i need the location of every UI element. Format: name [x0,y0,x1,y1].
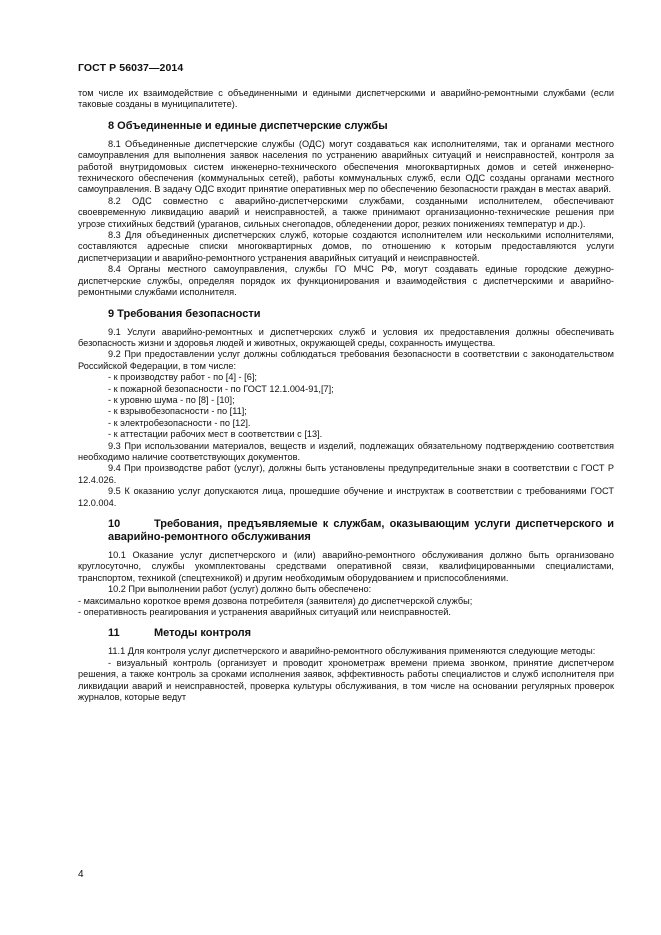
standard-id-header: ГОСТ Р 56037—2014 [78,62,184,74]
list-item: - оперативность реагирования и устранения аварийных ситуаций или неисправностей. [78,607,451,618]
paragraph-10-1: 10.1 Оказание услуг диспетчерского и (или) аварийно-ремонтного обслуживания должно быть организовано круглосуточно, службы укомплектованы средствами оперативной связи, квалифицированными специалистами, транспортом, техникой (спецтехникой) и другим необходимым оборудованием и приспособлениями. [78,550,614,583]
section-8-heading: 8 Объединенные и единые диспетчерские службы [108,119,388,132]
paragraph-9-2: 9.2 При предоставлении услуг должны соблюдаться требования безопасности в соответствии с законодательством Российской Федерации, в том числе: [78,349,614,371]
list-item: - к пожарной безопасности - по ГОСТ 12.1.004-91,[7]; [108,383,334,394]
paragraph-8-3: 8.3 Для объединенных диспетчерских служб, которые создаются исполнителем или несколькими исполнителями, составляются адресные списки многоквартирных домов, по отношению к которым предоставляются услуги диспетчеризации и аварийно-ремонтного устранения аварийных ситуаций и неисправностей. [78,230,614,263]
list-item: - к взрывобезопасности - по [11]; [108,406,247,417]
paragraph-9-5: 9.5 К оказанию услуг допускаются лица, прошедшие обучение и инструктаж в соответствии с требованиями ГОСТ 12.0.004. [78,486,614,508]
section-11-title: Методы контроля [154,627,252,640]
paragraph-11-2: - визуальный контроль (организует и проводит хронометраж времени приема звонком, принятие диспетчером решения, а также контроль за сроками исполнения заявок, эффективность работы специалистов и служб исполнителя при ликвидации аварий и неисправностей, проверка культуры обслуживания, в том числе на основании регулярных проверок журналов, которые ведут [78,657,614,703]
list-item: - к аттестации рабочих мест в соответствии с [13]. [108,429,323,440]
paragraph-9-3: 9.3 При использовании материалов, веществ и изделий, подлежащих обязательному подтверждению соответствия необходимо наличие соответствующих документов. [78,440,614,462]
section-11-heading [78,627,614,640]
page-content [78,88,614,703]
list-item: - к производству работ - по [4] - [6]; [108,372,257,383]
paragraph-8-2: 8.2 ОДС совместно с аварийно-диспетчерскими службами, созданными исполнителем, обеспечивают своевременную ликвидацию аварий и неисправностей, а также принимают организационно-технические решения при угрозе стихийных бедствий (ураганов, сильных снегопадов, обледенении дорог, резких понижениях температур и др.). [78,195,614,229]
paragraph-9-4: 9.4 При производстве работ (услуг), должны быть установлены предупредительные знаки в соответствии с ГОСТ Р 12.4.026. [78,463,614,485]
list-item: - максимально короткое время дозвона потребителя (заявителя) до диспетчерской службы; [78,595,473,606]
section-10-heading [78,518,614,544]
paragraph-8-1: 8.1 Объединенные диспетчерские службы (ОДС) могут создаваться как исполнителями, так и органами местного самоуправления для выполнения заявок населения по устранению аварийных ситуаций и неисправностей, контроля за работой внутридомовых систем инженерно-технического обеспечения многоквартирных домов и сетей инженерно-технического обеспечения (коммунальных сетей), работы коммунальных служб, если ОДС созданы органами местного самоуправления. В задачу ОДС входит принятие оперативных мер по обеспечению безопасности граждан в местах аварий. [78,138,614,195]
page-number: 4 [78,869,84,880]
section-9-heading: 9 Требования безопасности [108,307,261,320]
paragraph-10-2: 10.2 При выполнении работ (услуг) должно быть обеспечено: [108,584,372,595]
section-10-title: Требования, предъявляемые к службам, оказывающим услуги диспетчерского и аварийно-ремонтного обслуживания [108,518,614,543]
intro-paragraph: том числе их взаимодействие с объединенными и едиными диспетчерскими и аварийно-ремонтными службами (если таковые созданы в муниципалитете). [78,88,614,110]
paragraph-11-1: 11.1 Для контроля услуг диспетчерского и аварийно-ремонтного обслуживания применяются следующие методы: [108,646,596,657]
paragraph-9-1: 9.1 Услуги аварийно-ремонтных и диспетчерских служб и условия их предоставления должны обеспечивать безопасность жизни и здоровья людей и животных, окружающей среды, сохранность имущества. [78,326,614,348]
paragraph-8-4: 8.4 Органы местного самоуправления, службы ГО МЧС РФ, могут создавать единые городские дежурно-диспетчерские службы, определяя порядок их функционирования и взаимодействия с диспетчерскими и аварийно-ремонтными службами исполнителя. [78,264,614,298]
section-10-number: 10 [108,518,121,530]
list-item: - к электробезопасности - по [12]. [108,417,251,428]
section-11-number: 11 [108,627,120,640]
list-item: - к уровню шума - по [8] - [10]; [108,394,235,405]
